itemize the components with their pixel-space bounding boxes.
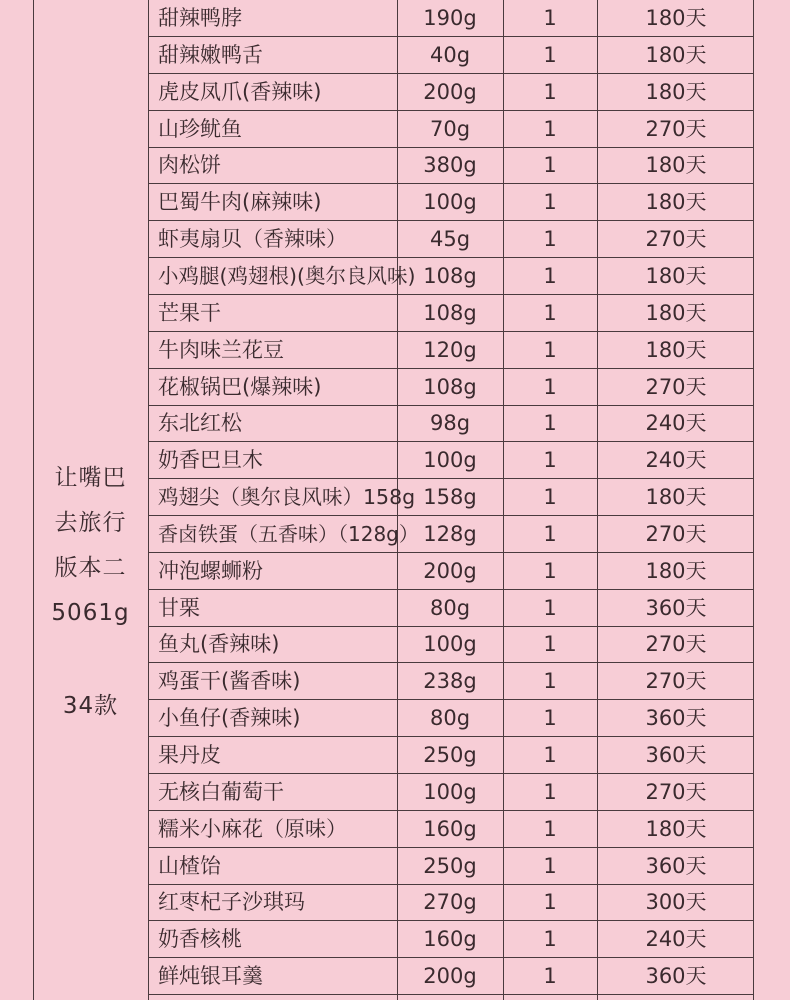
group-name-line2: 去旅行 — [54, 510, 127, 536]
item-quantity: 1 — [543, 964, 557, 989]
item-weight: 98g — [429, 411, 471, 436]
item-weight: 270g — [423, 890, 477, 915]
group-name-line3: 版本二 — [54, 555, 127, 581]
table-row — [148, 111, 754, 148]
item-quantity: 1 — [543, 890, 557, 915]
item-weight: 160g — [423, 816, 477, 841]
table-row — [148, 884, 754, 921]
item-shelf-life: 180天 — [645, 190, 707, 215]
item-weight: 250g — [423, 853, 477, 878]
item-name: 甘栗 — [158, 595, 200, 620]
item-shelf-life: 270天 — [645, 779, 707, 804]
item-weight: 200g — [423, 79, 477, 104]
group-label-cell — [33, 0, 148, 1000]
item-name: 鸡蛋干(酱香味) — [158, 669, 301, 694]
item-quantity: 1 — [543, 227, 557, 252]
table-row — [148, 553, 754, 590]
item-weight: 200g — [423, 964, 477, 989]
item-shelf-life: 180天 — [645, 558, 707, 583]
item-name: 小鸡腿(鸡翅根)(奥尔良风味) — [158, 263, 416, 288]
item-name: 虾夷扇贝（香辣味） — [158, 227, 347, 252]
item-name: 香卤铁蛋（五香味）（128g） — [158, 521, 419, 546]
item-shelf-life: 360天 — [645, 853, 707, 878]
item-shelf-life: 180天 — [645, 485, 707, 510]
table-row — [148, 221, 754, 258]
table-row — [148, 295, 754, 332]
item-shelf-life: 240天 — [645, 411, 707, 436]
group-total-weight: 5061g — [51, 600, 130, 626]
item-quantity: 1 — [543, 337, 557, 362]
item-quantity: 1 — [543, 116, 557, 141]
item-name: 东北红松 — [158, 411, 242, 436]
item-quantity: 1 — [543, 374, 557, 399]
item-quantity: 1 — [543, 927, 557, 952]
item-weight: 108g — [423, 263, 477, 288]
item-weight: 190g — [423, 6, 477, 30]
table-row — [148, 442, 754, 479]
item-shelf-life: 180天 — [645, 153, 707, 178]
item-weight: 100g — [423, 190, 477, 215]
group-name-line1: 让嘴巴 — [54, 465, 127, 491]
table-row — [148, 663, 754, 700]
table-row — [148, 590, 754, 627]
item-name: 红枣杞子沙琪玛 — [158, 890, 305, 915]
item-shelf-life: 180天 — [645, 6, 707, 30]
item-shelf-life: 180天 — [645, 42, 707, 67]
item-weight: 128g — [423, 521, 477, 546]
item-quantity: 1 — [543, 595, 557, 620]
item-quantity: 1 — [543, 153, 557, 178]
item-weight: 80g — [429, 595, 471, 620]
item-shelf-life: 300天 — [645, 890, 707, 915]
table-row — [148, 405, 754, 442]
item-shelf-life: 360天 — [645, 706, 707, 731]
item-quantity: 1 — [543, 79, 557, 104]
item-name: 鲜炖银耳羹 — [158, 964, 263, 989]
item-shelf-life: 270天 — [645, 116, 707, 141]
table-row — [148, 774, 754, 811]
item-name: 花椒锅巴(爆辣味) — [158, 374, 322, 399]
item-name: 奶香核桃 — [158, 927, 242, 952]
item-name: 鸡翅尖（奥尔良风味）158g — [158, 485, 416, 510]
item-shelf-life: 270天 — [645, 632, 707, 657]
item-shelf-life: 270天 — [645, 669, 707, 694]
item-shelf-life: 360天 — [645, 743, 707, 767]
item-shelf-life: 270天 — [645, 227, 707, 252]
group-item-count: 34款 — [62, 693, 119, 719]
item-weight: 100g — [423, 448, 477, 473]
item-shelf-life: 240天 — [645, 927, 707, 952]
item-weight: 100g — [423, 779, 477, 804]
item-quantity: 1 — [543, 190, 557, 215]
table-row — [148, 147, 754, 184]
item-quantity: 1 — [543, 448, 557, 473]
table-row — [148, 184, 754, 221]
item-weight: 80g — [429, 706, 471, 731]
table-row — [148, 737, 754, 774]
item-name: 山楂饴 — [158, 853, 221, 878]
item-quantity: 1 — [543, 42, 557, 67]
item-shelf-life: 180天 — [645, 79, 707, 104]
item-weight: 70g — [429, 116, 471, 141]
item-quantity: 1 — [543, 853, 557, 878]
item-shelf-life: 180天 — [645, 816, 707, 841]
item-name: 山珍鱿鱼 — [158, 116, 242, 141]
item-weight: 108g — [423, 374, 477, 399]
item-name: 无核白葡萄干 — [158, 779, 284, 804]
item-quantity: 1 — [543, 263, 557, 288]
item-name: 巴蜀牛肉(麻辣味) — [158, 190, 322, 215]
item-name: 牛肉味兰花豆 — [158, 337, 284, 362]
item-shelf-life: 270天 — [645, 374, 707, 399]
item-weight: 40g — [429, 42, 471, 67]
item-name: 芒果干 — [158, 300, 221, 325]
table-row — [148, 921, 754, 958]
item-quantity: 1 — [543, 669, 557, 694]
item-quantity: 1 — [543, 816, 557, 841]
item-name: 肉松饼 — [158, 153, 221, 178]
item-shelf-life: 240天 — [645, 448, 707, 473]
table-row — [148, 700, 754, 737]
table-row — [148, 258, 754, 295]
item-weight: 238g — [423, 669, 477, 694]
item-shelf-life: 180天 — [645, 300, 707, 325]
item-shelf-life: 180天 — [645, 337, 707, 362]
item-quantity: 1 — [543, 6, 557, 30]
item-weight: 45g — [429, 227, 471, 252]
item-quantity: 1 — [543, 411, 557, 436]
table-row — [148, 369, 754, 406]
item-weight: 120g — [423, 337, 477, 362]
item-weight: 100g — [423, 632, 477, 657]
item-quantity: 1 — [543, 706, 557, 731]
item-quantity: 1 — [543, 779, 557, 804]
table-row — [148, 74, 754, 111]
item-name: 小鱼仔(香辣味) — [158, 706, 301, 731]
item-weight: 250g — [423, 743, 477, 767]
item-quantity: 1 — [543, 558, 557, 583]
table-row — [148, 0, 754, 37]
item-weight: 158g — [423, 485, 477, 510]
item-shelf-life: 180天 — [645, 263, 707, 288]
item-weight: 160g — [423, 927, 477, 952]
item-name: 虎皮凤爪(香辣味) — [158, 79, 322, 104]
item-weight: 380g — [423, 153, 477, 178]
item-name: 甜辣鸭脖 — [158, 6, 242, 30]
table-row — [148, 848, 754, 885]
item-shelf-life: 360天 — [645, 964, 707, 989]
item-quantity: 1 — [543, 485, 557, 510]
item-name: 鱼丸(香辣味) — [158, 632, 280, 657]
item-shelf-life: 270天 — [645, 521, 707, 546]
table-row — [148, 479, 754, 516]
table-row — [148, 332, 754, 369]
item-name: 糯米小麻花（原味） — [158, 816, 347, 841]
table-row — [148, 516, 754, 553]
item-shelf-life: 360天 — [645, 595, 707, 620]
item-name: 果丹皮 — [158, 743, 221, 767]
item-quantity: 1 — [543, 300, 557, 325]
table-row — [148, 626, 754, 663]
item-name: 奶香巴旦木 — [158, 448, 263, 473]
item-weight: 200g — [423, 558, 477, 583]
item-weight: 108g — [423, 300, 477, 325]
item-quantity: 1 — [543, 521, 557, 546]
table-row — [148, 811, 754, 848]
item-quantity: 1 — [543, 743, 557, 767]
item-quantity: 1 — [543, 632, 557, 657]
item-name: 冲泡螺蛳粉 — [158, 558, 263, 583]
item-name: 甜辣嫩鸭舌 — [158, 42, 263, 67]
table-row — [148, 37, 754, 74]
table-row — [148, 958, 754, 995]
